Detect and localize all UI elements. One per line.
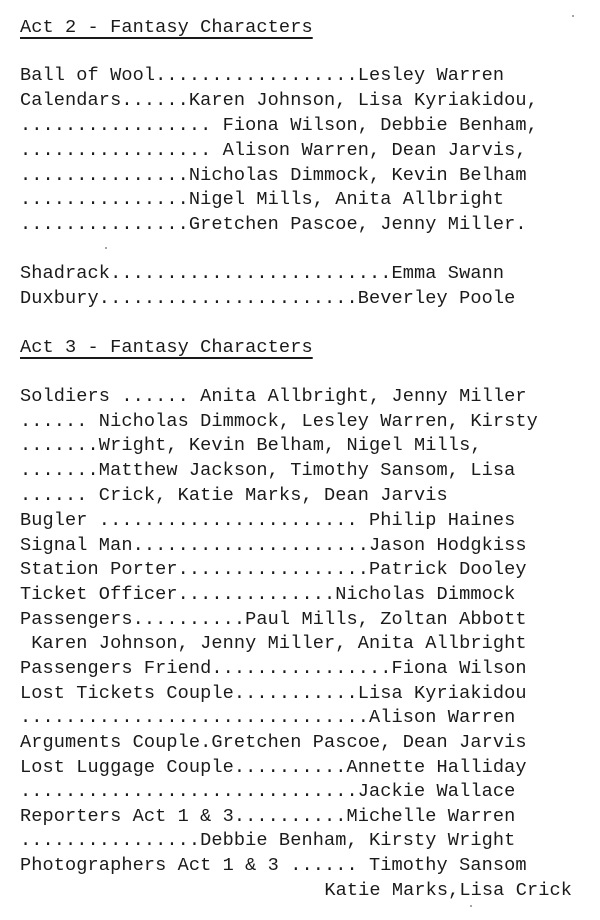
act3-line: ...... Crick, Katie Marks, Dean Jarvis xyxy=(20,485,448,506)
act2-line: Shadrack.........................Emma Swann xyxy=(20,263,505,284)
act3-line: Passengers..........Paul Mills, Zoltan Abbott xyxy=(20,609,527,630)
act3-line: ...............................Alison Warren xyxy=(20,707,516,728)
act2-line: ...............Nicholas Dimmock, Kevin Belham xyxy=(20,165,527,186)
act2-line: ................. Alison Warren, Dean Jarvis, xyxy=(20,140,527,161)
act3-line: Station Porter.................Patrick Dooley xyxy=(20,559,527,580)
act2-line: ...............Gretchen Pascoe, Jenny Miller. xyxy=(20,214,527,235)
act3-line: Lost Tickets Couple...........Lisa Kyriakidou xyxy=(20,683,527,704)
act2-heading: Act 2 - Fantasy Characters xyxy=(20,17,313,38)
act3-line: .......Matthew Jackson, Timothy Sansom, Lisa xyxy=(20,460,516,481)
act2-line: Duxbury.......................Beverley Poole xyxy=(20,288,516,309)
paper-speck xyxy=(572,15,574,17)
act3-line: Photographers Act 1 & 3 ...... Timothy Sansom xyxy=(20,855,527,876)
paper-speck xyxy=(105,247,107,249)
act2-line: ................. Fiona Wilson, Debbie Benham, xyxy=(20,115,538,136)
act3-line: ................Debbie Benham, Kirsty Wright xyxy=(20,830,516,851)
act3-line: Lost Luggage Couple..........Annette Halliday xyxy=(20,757,527,778)
act2-line: Calendars......Karen Johnson, Lisa Kyriakidou, xyxy=(20,90,538,111)
act3-line: ...... Nicholas Dimmock, Lesley Warren, Kirsty xyxy=(20,411,538,432)
act3-line: Arguments Couple.Gretchen Pascoe, Dean Jarvis xyxy=(20,732,527,753)
act3-heading: Act 3 - Fantasy Characters xyxy=(20,337,313,358)
act3-line: .......Wright, Kevin Belham, Nigel Mills, xyxy=(20,435,482,456)
act3-line: Passengers Friend................Fiona Wilson xyxy=(20,658,527,679)
act3-line: Ticket Officer..............Nicholas Dimmock xyxy=(20,584,516,605)
act3-line: Signal Man.....................Jason Hodgkiss xyxy=(20,535,527,556)
act2-line: Ball of Wool..................Lesley Warren xyxy=(20,65,505,86)
act3-line: ..............................Jackie Wallace xyxy=(20,781,516,802)
act2-line: ...............Nigel Mills, Anita Allbright xyxy=(20,189,505,210)
act3-line: Karen Johnson, Jenny Miller, Anita Allbright xyxy=(20,633,527,654)
act3-last-line: Katie Marks,Lisa Crick xyxy=(324,880,572,901)
act3-line: Reporters Act 1 & 3..........Michelle Warren xyxy=(20,806,516,827)
act3-line: Soldiers ...... Anita Allbright, Jenny Miller xyxy=(20,386,527,407)
paper-speck xyxy=(470,905,472,907)
act3-line: Bugler ....................... Philip Haines xyxy=(20,510,516,531)
